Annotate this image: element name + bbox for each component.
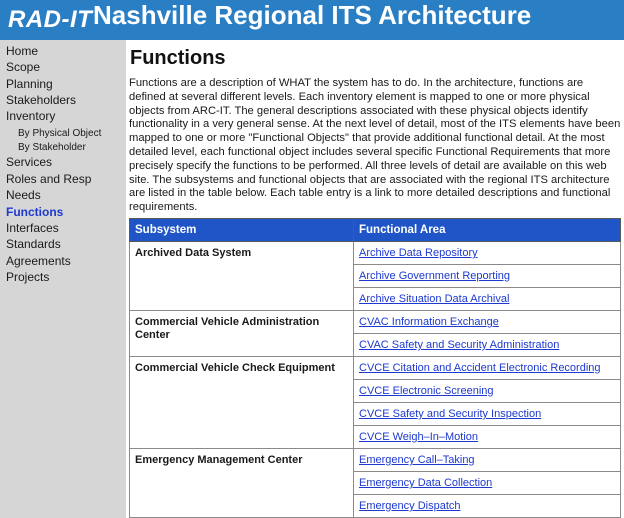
page-title: Functions [130,47,226,69]
nav-item-agreements[interactable]: Agreements [6,254,71,268]
subsystem-cell: Emergency Management Center [130,449,354,518]
functional-area-link[interactable]: Archive Government Reporting [354,265,621,288]
functional-area-link[interactable]: Emergency Data Collection [354,472,621,495]
nav-item-roles-and-resp[interactable]: Roles and Resp [6,172,92,186]
nav-item-services[interactable]: Services [6,155,53,169]
main-content [126,40,624,518]
nav-item-interfaces[interactable]: Interfaces [6,221,59,235]
sidebar-nav [0,40,126,518]
functional-area-link[interactable]: Emergency Call–Taking [354,449,621,472]
functional-area-column-header: Functional Area [354,219,621,242]
functional-area-link[interactable]: CVAC Safety and Security Administration [354,334,621,357]
functional-area-link[interactable]: CVAC Information Exchange [354,311,621,334]
table-row [130,449,621,472]
functions-table [129,218,621,518]
nav-item-inventory[interactable]: Inventory [6,109,56,123]
nav-item-scope[interactable]: Scope [6,60,41,74]
intro-paragraph: Functions are a description of WHAT the system has to do. In the architecture, functions are defined at several different levels. Each inventory element is mapped to one or more physical objects from ARC-IT. The general descriptions associated with these physical objects identify functionality in a very general sense. At the next level of detail, most of the ITS elements have been mapped to one or more "Functional Objects" that provide additional functional detail. At the most detailed level, each functional object includes several specific Functional Requirements that more precisely specify the functions to be performed. All three levels of detail are available on this web site. The subsystems and functional objects that are associated with the regional ITS architecture are listed in the table below. Each table entry is a link to more detailed descriptions and functional requirements. [129,77,621,214]
nav-item-planning[interactable]: Planning [6,77,53,91]
table-row [130,311,621,334]
subsystem-cell: Commercial Vehicle Administration Center [130,311,354,357]
table-row [130,242,621,265]
subsystem-column-header: Subsystem [130,219,354,242]
table-header-row [130,219,621,242]
functional-area-link[interactable]: CVCE Electronic Screening [354,380,621,403]
nav-item-stakeholders[interactable]: Stakeholders [6,93,77,107]
functional-area-link[interactable]: CVCE Weigh–In–Motion [354,426,621,449]
table-row [130,357,621,380]
nav-item-home[interactable]: Home [6,44,39,58]
nav-item-standards[interactable]: Standards [6,237,61,251]
functional-area-link[interactable]: Emergency Dispatch [354,495,621,518]
nav-item-functions[interactable]: Functions [6,205,64,219]
site-title: Nashville Regional ITS Architecture [93,0,532,30]
functional-area-link[interactable]: CVCE Citation and Accident Electronic Recording [354,357,621,380]
rad-it-logo[interactable]: RAD-IT [8,6,93,33]
functional-area-link[interactable]: Archive Situation Data Archival [354,288,621,311]
site-header [0,0,624,40]
functional-area-link[interactable]: Archive Data Repository [354,242,621,265]
subsystem-cell: Commercial Vehicle Check Equipment [130,357,354,449]
functional-area-link[interactable]: CVCE Safety and Security Inspection [354,403,621,426]
subsystem-cell: Archived Data System [130,242,354,311]
nav-item-projects[interactable]: Projects [6,270,50,284]
nav-item-needs[interactable]: Needs [6,188,41,202]
nav-item-by-stakeholder[interactable]: By Stakeholder [18,142,86,153]
nav-item-by-physical-object[interactable]: By Physical Object [18,128,102,139]
